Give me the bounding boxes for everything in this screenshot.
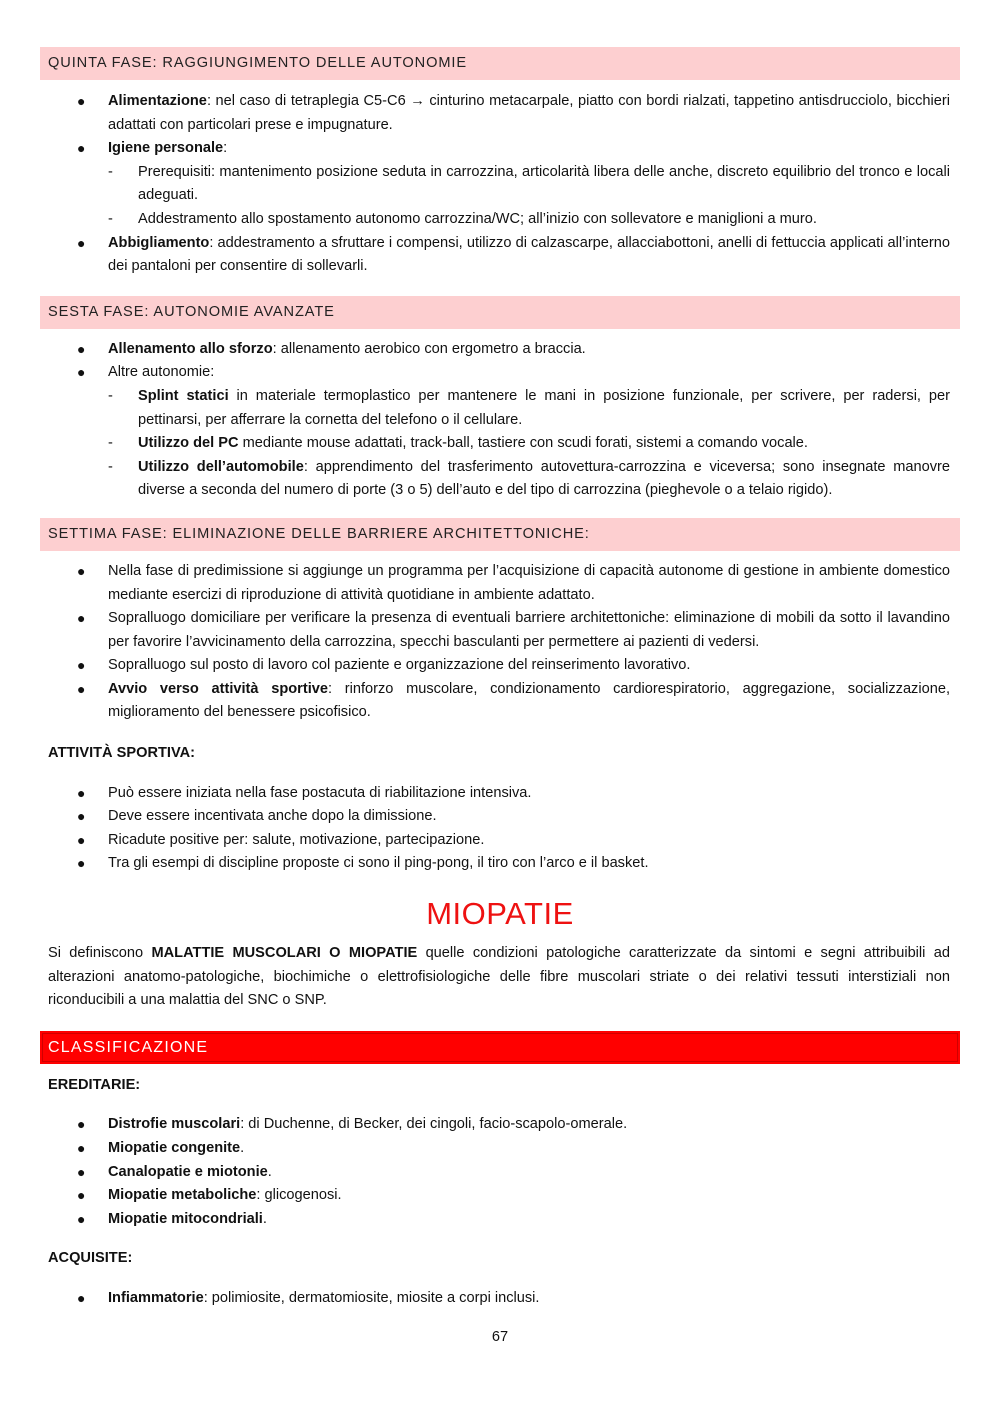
- list-item: ● Può essere iniziata nella fase postacuta di riabilitazione intensiva.: [40, 782, 960, 806]
- bullet-icon: ●: [77, 1163, 86, 1180]
- bullet-icon: ●: [77, 1289, 86, 1306]
- sublist-item: - Splint statici in materiale termoplastico per mantenere le mani in posizione funzionale, per scrivere, per radersi, per pettinarsi, per afferrare la cornetta del telefono o il cellulare.: [108, 385, 950, 432]
- dash-icon: -: [108, 387, 113, 404]
- dash-icon: -: [108, 210, 113, 227]
- heading-ereditarie: EREDITARIE:: [48, 1076, 141, 1093]
- list-item: ● Sopralluogo domiciliare per verificare la presenza di eventuali barriere architettoniche: eliminazione di mobili da sotto il lavandino per favorire l’avvicinamento della carrozzina, specchi basculanti per permettere ai pazienti di vedersi.: [40, 607, 960, 654]
- list-acquisite: [40, 1287, 960, 1311]
- list-sesta-fase: [40, 338, 960, 503]
- dash-icon: -: [108, 435, 113, 452]
- section-header-quinta-fase: QUINTA FASE: RAGGIUNGIMENTO DELLE AUTONOMIE: [40, 47, 960, 80]
- list-item: ● Miopatie mitocondriali.: [40, 1208, 960, 1232]
- document-page: [40, 47, 960, 1311]
- bullet-icon: ●: [77, 808, 86, 825]
- bullet-icon: ●: [77, 1210, 86, 1227]
- sublist-altre-autonomie: [108, 385, 950, 503]
- bullet-icon: ●: [77, 784, 86, 801]
- sublist-item: - Addestramento allo spostamento autonomo carrozzina/WC; all’inizio con sollevatore e maniglioni a muro.: [108, 208, 950, 232]
- list-item: ● Miopatie metaboliche: glicogenosi.: [40, 1184, 960, 1208]
- bullet-icon: ●: [77, 562, 86, 579]
- bullet-icon: ●: [77, 1116, 86, 1133]
- dash-icon: -: [108, 458, 113, 475]
- heading-attivita-sportiva: ATTIVITÀ SPORTIVA:: [48, 745, 196, 762]
- page-title: MIOPATIE: [426, 896, 574, 932]
- dash-icon: -: [108, 163, 113, 180]
- bullet-icon: ●: [77, 234, 86, 251]
- list-item: ● Allenamento allo sforzo: allenamento aerobico con ergometro a braccia.: [40, 338, 960, 362]
- bullet-icon: ●: [77, 855, 86, 872]
- sublist-item: - Utilizzo del PC mediante mouse adattati, track-ball, tastiere con scudi forati, sistemi a comando vocale.: [108, 432, 950, 456]
- list-item: ● Altre autonomie: - Splint statici in materiale termoplastico per mantenere le mani in posizione funzionale, per scrivere, per radersi, per pettinarsi, per afferrare la cornetta del telefono o il cellulare. - Utilizzo del PC mediante mouse adattati, track-ball, tastiere con scudi forati, sistemi a comando vocale. - Utilizzo dell’automobile: apprendimento del trasferimento autovettura-carrozzina e viceversa; sono insegnate manovre diverse a seconda del numero di porte (3 o 5) dell’auto e del tipo di carrozzina (pieghevole o a telaio rigido).: [40, 361, 960, 503]
- section-header-settima-fase: SETTIMA FASE: ELIMINAZIONE DELLE BARRIERE ARCHITETTONICHE:: [40, 518, 960, 551]
- list-item: ● Alimentazione: nel caso di tetraplegia C5-C6 → cinturino metacarpale, piatto con bordi rialzati, tappetino antisdrucciolo, bicchieri adattati con particolari prese e impugnature.: [40, 90, 960, 137]
- list-item: ● Tra gli esempi di discipline proposte ci sono il ping-pong, il tiro con l’arco e il basket.: [40, 852, 960, 876]
- bullet-icon: ●: [77, 140, 86, 157]
- intro-paragraph: Si definiscono MALATTIE MUSCOLARI O MIOPATIE quelle condizioni patologiche caratterizzate da sintomi e segni attribuibili ad alterazioni anatomo-patologiche, biochimiche o elettrofisiologiche delle fibre muscolari striate o dei relativi tessuti interstiziali non riconducibili a una malattia del SNC o SNP.: [48, 945, 950, 1009]
- list-item: ● Avvio verso attività sportive: rinforzo muscolare, condizionamento cardiorespiratorio, aggregazione, socializzazione, miglioramento del benessere psicofisico.: [40, 678, 960, 725]
- list-ereditarie: [40, 1113, 960, 1231]
- bullet-icon: ●: [77, 1140, 86, 1156]
- list-item: ● Nella fase di predimissione si aggiunge un programma per l’acquisizione di capacità autonome di gestione in ambiente domestico mediante esercizi di riproduzione di attività quotidiane in ambiente adattato.: [40, 560, 960, 607]
- section-header-sesta-fase: SESTA FASE: AUTONOMIE AVANZATE: [40, 296, 960, 329]
- list-item: ● Deve essere incentivata anche dopo la dimissione.: [40, 805, 960, 829]
- section-header-classificazione: CLASSIFICAZIONE: [40, 1031, 960, 1064]
- list-item: ● Canalopatie e miotonie.: [40, 1161, 960, 1185]
- list-item: ● Ricadute positive per: salute, motivazione, partecipazione.: [40, 829, 960, 853]
- list-item: ● Distrofie muscolari: di Duchenne, di Becker, dei cingoli, facio-scapolo-omerale.: [40, 1113, 960, 1137]
- list-item: ● Infiammatorie: polimiosite, dermatomiosite, miosite a corpi inclusi.: [40, 1287, 960, 1311]
- bullet-icon: ●: [77, 1187, 86, 1204]
- list-item: ● Miopatie congenite.: [40, 1137, 960, 1161]
- bullet-icon: ●: [77, 680, 86, 697]
- list-item: ● Sopralluogo sul posto di lavoro col paziente e organizzazione del reinserimento lavorativo.: [40, 654, 960, 678]
- list-attivita-sportiva: [40, 782, 960, 876]
- bullet-icon: ●: [77, 340, 86, 357]
- bullet-icon: ●: [77, 364, 86, 381]
- bullet-icon: ●: [77, 610, 86, 627]
- page-number: 67: [491, 1329, 509, 1345]
- sublist-item: - Utilizzo dell’automobile: apprendimento del trasferimento autovettura-carrozzina e viceversa; sono insegnate manovre diverse a seconda del numero di porte (3 o 5) dell’auto e del tipo di carrozzina (pieghevole o a telaio rigido).: [108, 456, 950, 503]
- sublist-igiene: [108, 161, 950, 232]
- bullet-icon: ●: [77, 657, 86, 674]
- list-quinta-fase: [40, 90, 960, 279]
- heading-acquisite: ACQUISITE:: [48, 1250, 133, 1267]
- bullet-icon: ●: [77, 93, 86, 109]
- sublist-item: - Prerequisiti: mantenimento posizione seduta in carrozzina, articolarità libera delle anche, discreto equilibrio del tronco e locali adeguati.: [108, 161, 950, 208]
- list-item: ● Igiene personale: - Prerequisiti: mantenimento posizione seduta in carrozzina, articolarità libera delle anche, discreto equilibrio del tronco e locali adeguati. - Addestramento allo spostamento autonomo carrozzina/WC; all’inizio con sollevatore e maniglioni a muro.: [40, 137, 960, 231]
- list-item: ● Abbigliamento: addestramento a sfruttare i compensi, utilizzo di calzascarpe, allacciabottoni, anelli di fettuccia applicati all’interno dei pantaloni per consentire di sollevarli.: [40, 232, 960, 279]
- bullet-icon: ●: [77, 831, 86, 848]
- list-settima-fase: [40, 560, 960, 725]
